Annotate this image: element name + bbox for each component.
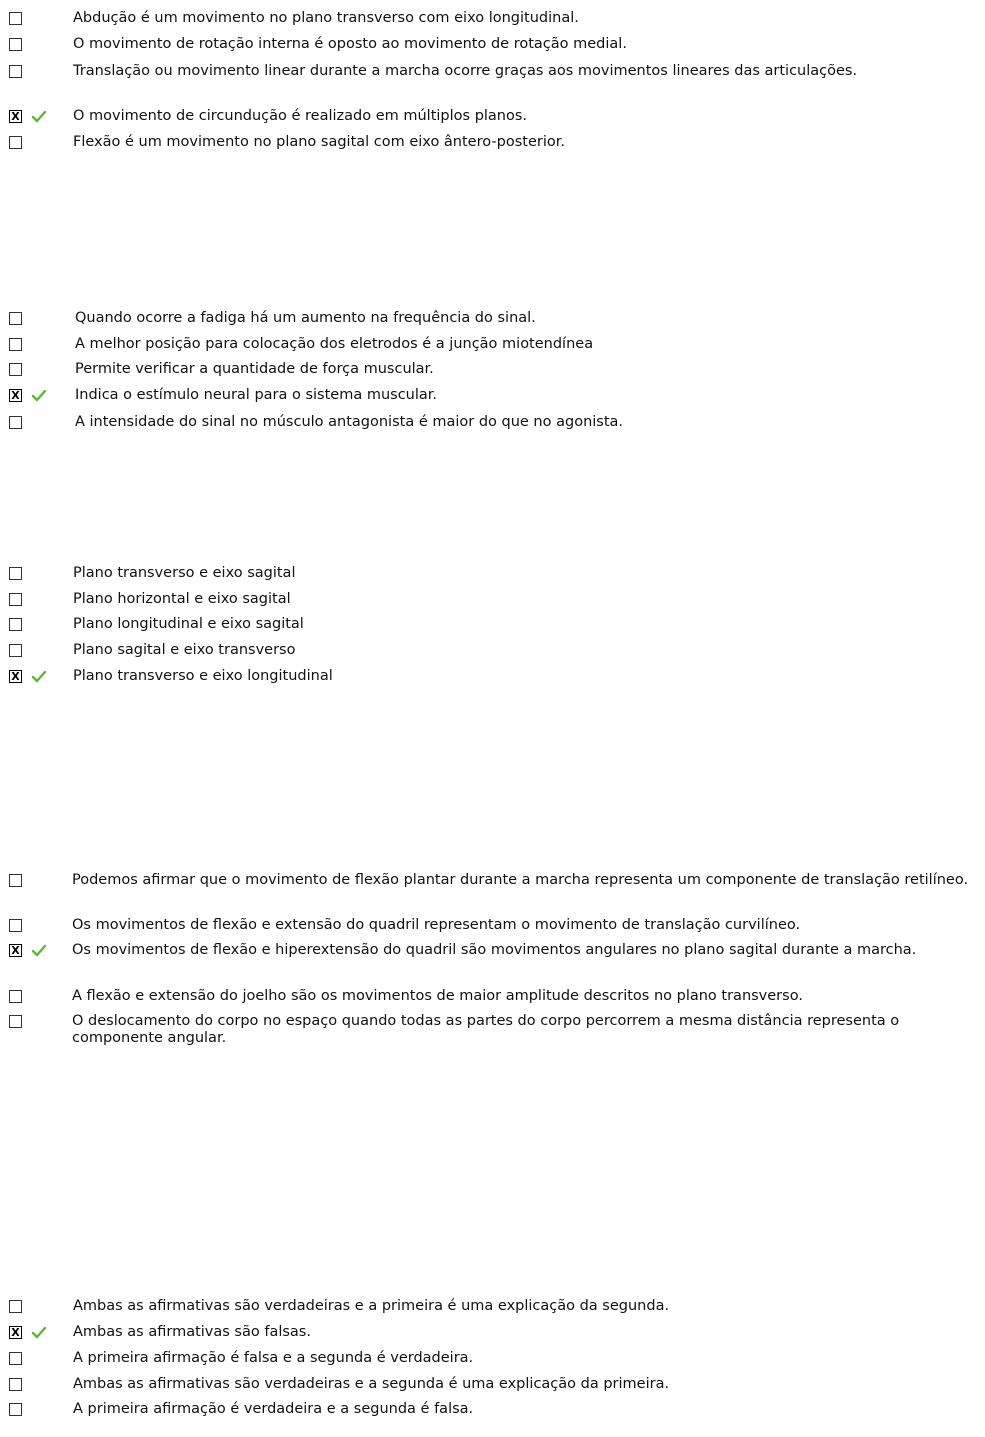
answer-checkbox[interactable] xyxy=(9,12,22,25)
answer-option[interactable] xyxy=(0,310,985,336)
answer-option[interactable] xyxy=(0,336,985,362)
answer-option[interactable] xyxy=(0,872,985,912)
checkmark-icon xyxy=(31,943,47,957)
answer-option[interactable] xyxy=(0,1298,985,1324)
answer-checkbox[interactable] xyxy=(9,363,22,376)
answer-text: Os movimentos de flexão e extensão do quadril representam o movimento de translação curvilíneo. xyxy=(72,917,801,933)
answer-text: A intensidade do sinal no músculo antagonista é maior do que no agonista. xyxy=(75,414,624,430)
answer-option[interactable] xyxy=(0,1324,985,1350)
x-mark-icon: X xyxy=(11,389,20,402)
answer-text: Indica o estímulo neural para o sistema muscular. xyxy=(75,387,438,403)
checkmark-icon xyxy=(31,388,47,402)
answer-option[interactable] xyxy=(0,361,985,387)
answer-option[interactable] xyxy=(0,565,985,591)
answer-text: A primeira afirmação é verdadeira e a segunda é falsa. xyxy=(73,1401,474,1417)
answer-checkbox[interactable] xyxy=(9,593,22,606)
answer-text: Flexão é um movimento no plano sagital com eixo ântero-posterior. xyxy=(73,134,565,150)
x-mark-icon: X xyxy=(11,110,20,123)
x-mark-icon: X xyxy=(11,670,20,683)
answer-option[interactable] xyxy=(0,414,985,440)
x-mark-icon: X xyxy=(11,944,20,957)
answer-checkbox-checked[interactable] xyxy=(9,670,22,683)
checkmark-icon xyxy=(31,109,47,123)
answer-text: Plano longitudinal e eixo sagital xyxy=(73,616,304,632)
answer-option[interactable] xyxy=(0,942,985,982)
answer-text: A flexão e extensão do joelho são os movimentos de maior amplitude descritos no plano transverso. xyxy=(72,988,803,1004)
answer-checkbox[interactable] xyxy=(9,919,22,932)
answer-checkbox[interactable] xyxy=(9,1403,22,1416)
answer-option[interactable] xyxy=(0,917,985,943)
answer-text: Abdução é um movimento no plano transverso com eixo longitudinal. xyxy=(73,10,579,26)
answer-text: A primeira afirmação é falsa e a segunda é verdadeira. xyxy=(73,1350,474,1366)
answer-option[interactable] xyxy=(0,591,985,617)
answer-checkbox[interactable] xyxy=(9,1352,22,1365)
answer-checkbox[interactable] xyxy=(9,567,22,580)
answer-checkbox[interactable] xyxy=(9,38,22,51)
answer-text: A melhor posição para colocação dos eletrodos é a junção miotendínea xyxy=(75,336,594,352)
answer-checkbox-checked[interactable] xyxy=(9,110,22,123)
answer-text: Permite verificar a quantidade de força muscular. xyxy=(75,361,434,377)
answer-checkbox[interactable] xyxy=(9,338,22,351)
answer-checkbox[interactable] xyxy=(9,136,22,149)
answer-option[interactable] xyxy=(0,108,985,134)
x-mark-icon: X xyxy=(11,1326,20,1339)
answer-option[interactable] xyxy=(0,63,985,103)
answer-option[interactable] xyxy=(0,10,985,36)
answer-option[interactable] xyxy=(0,642,985,668)
answer-option[interactable] xyxy=(0,1401,985,1427)
answer-text: Ambas as afirmativas são verdadeiras e a segunda é uma explicação da primeira. xyxy=(73,1376,670,1392)
answer-checkbox-checked[interactable] xyxy=(9,944,22,957)
answer-text: Podemos afirmar que o movimento de flexão plantar durante a marcha representa um componente de translação retilíneo. xyxy=(72,872,969,888)
answer-checkbox[interactable] xyxy=(9,1378,22,1391)
answer-checkbox[interactable] xyxy=(9,1300,22,1313)
answer-checkbox[interactable] xyxy=(9,644,22,657)
answer-option[interactable] xyxy=(0,1350,985,1376)
answer-option[interactable] xyxy=(0,616,985,642)
answer-text: O movimento de circundução é realizado em múltiplos planos. xyxy=(73,108,528,124)
answer-text: Plano transverso e eixo sagital xyxy=(73,565,296,581)
answer-option[interactable] xyxy=(0,988,985,1014)
answer-option[interactable] xyxy=(0,1013,985,1053)
answer-text: Ambas as afirmativas são falsas. xyxy=(73,1324,311,1340)
answer-text: Ambas as afirmativas são verdadeiras e a primeira é uma explicação da segunda. xyxy=(73,1298,670,1314)
answer-option[interactable] xyxy=(0,1376,985,1402)
answer-option[interactable] xyxy=(0,387,985,413)
answer-option[interactable] xyxy=(0,668,985,694)
answer-checkbox[interactable] xyxy=(9,65,22,78)
answer-checkbox[interactable] xyxy=(9,990,22,1003)
checkmark-icon xyxy=(31,669,47,683)
answer-checkbox-checked[interactable] xyxy=(9,389,22,402)
answer-checkbox[interactable] xyxy=(9,874,22,887)
answer-text: Translação ou movimento linear durante a marcha ocorre graças aos movimentos lineares das articulações. xyxy=(73,63,858,79)
answer-text: Plano sagital e eixo transverso xyxy=(73,642,296,658)
checkmark-icon xyxy=(31,1325,47,1339)
answer-checkbox-checked[interactable] xyxy=(9,1326,22,1339)
answer-option[interactable] xyxy=(0,36,985,62)
answer-text: O deslocamento do corpo no espaço quando todas as partes do corpo percorrem a mesma distância representa o componente angular. xyxy=(72,1013,900,1046)
answer-text: Os movimentos de flexão e hiperextensão do quadril são movimentos angulares no plano sagital durante a marcha. xyxy=(72,942,917,958)
answer-text: Quando ocorre a fadiga há um aumento na frequência do sinal. xyxy=(75,310,536,326)
answer-text: Plano transverso e eixo longitudinal xyxy=(73,668,333,684)
answer-text: Plano horizontal e eixo sagital xyxy=(73,591,291,607)
answer-checkbox[interactable] xyxy=(9,312,22,325)
answer-checkbox[interactable] xyxy=(9,416,22,429)
answer-checkbox[interactable] xyxy=(9,1015,22,1028)
answer-text: O movimento de rotação interna é oposto ao movimento de rotação medial. xyxy=(73,36,627,52)
answer-checkbox[interactable] xyxy=(9,618,22,631)
answer-option[interactable] xyxy=(0,134,985,160)
